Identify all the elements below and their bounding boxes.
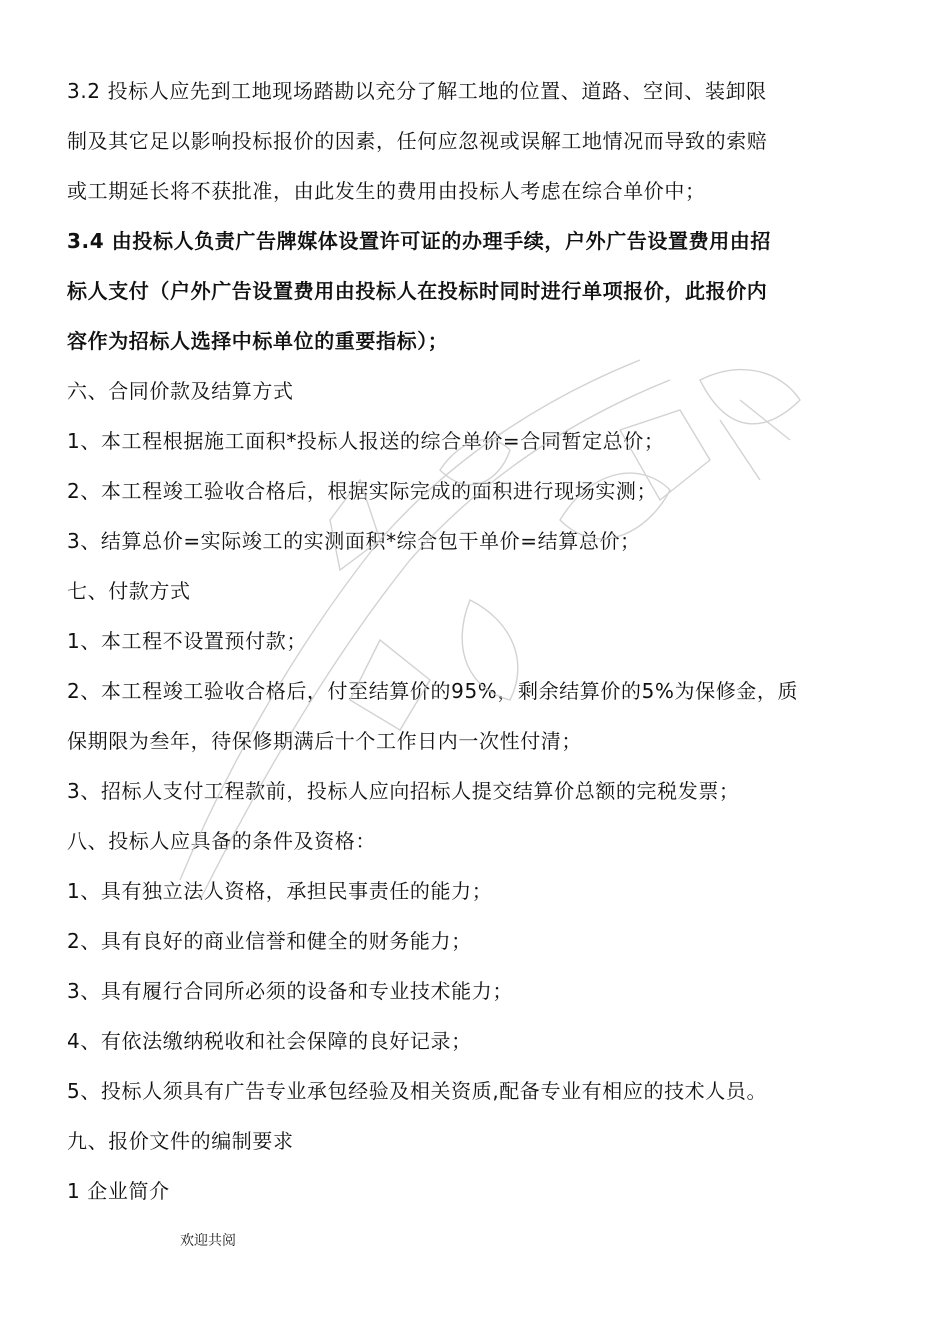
page-footer: 欢迎共阅 — [180, 1233, 236, 1249]
list-item: 4、有依法缴纳税收和社会保障的良好记录； — [67, 1029, 472, 1053]
text-line: 3.2 投标人应先到工地现场踏勘以充分了解工地的位置、道路、空间、装卸限 — [67, 79, 767, 103]
list-item: 2、具有良好的商业信誉和健全的财务能力； — [67, 929, 472, 953]
text-line: 制及其它足以影响投标报价的因素，任何应忽视或误解工地情况而导致的索赔 — [67, 129, 768, 153]
list-item: 1 企业简介 — [67, 1179, 170, 1203]
bold-text-line: 容作为招标人选择中标单位的重要指标）； — [67, 329, 449, 353]
section-heading: 九、报价文件的编制要求 — [67, 1129, 294, 1153]
list-item: 5、投标人须具有广告专业承包经验及相关资质,配备专业有相应的技术人员。 — [67, 1079, 768, 1103]
section-heading: 七、付款方式 — [67, 579, 191, 603]
list-item: 3、具有履行合同所必须的设备和专业技术能力； — [67, 979, 513, 1003]
list-item: 3、结算总价=实际竣工的实测面积*综合包干单价=结算总价； — [67, 529, 641, 553]
text-line: 或工期延长将不获批准，由此发生的费用由投标人考虑在综合单价中； — [67, 179, 706, 203]
bold-text-line: 3.4 由投标人负责广告牌媒体设置许可证的办理手续，户外广告设置费用由招 — [67, 229, 771, 253]
list-item: 1、本工程根据施工面积*投标人报送的综合单价=合同暂定总价； — [67, 429, 665, 453]
list-item: 2、本工程竣工验收合格后，付至结算价的95%，剩余结算价的5%为保修金，质 — [67, 679, 799, 703]
bold-text-line: 标人支付（户外广告设置费用由投标人在投标时同时进行单项报价，此报价内 — [67, 279, 768, 303]
section-heading: 八、投标人应具备的条件及资格： — [67, 829, 376, 853]
list-item-continued: 保期限为叁年，待保修期满后十个工作日内一次性付清； — [67, 729, 582, 753]
list-item: 2、本工程竣工验收合格后，根据实际完成的面积进行现场实测； — [67, 479, 658, 503]
list-item: 3、招标人支付工程款前，投标人应向招标人提交结算价总额的完税发票； — [67, 779, 740, 803]
section-heading: 六、合同价款及结算方式 — [67, 379, 294, 403]
list-item: 1、具有独立法人资格，承担民事责任的能力； — [67, 879, 493, 903]
list-item: 1、本工程不设置预付款； — [67, 629, 307, 653]
